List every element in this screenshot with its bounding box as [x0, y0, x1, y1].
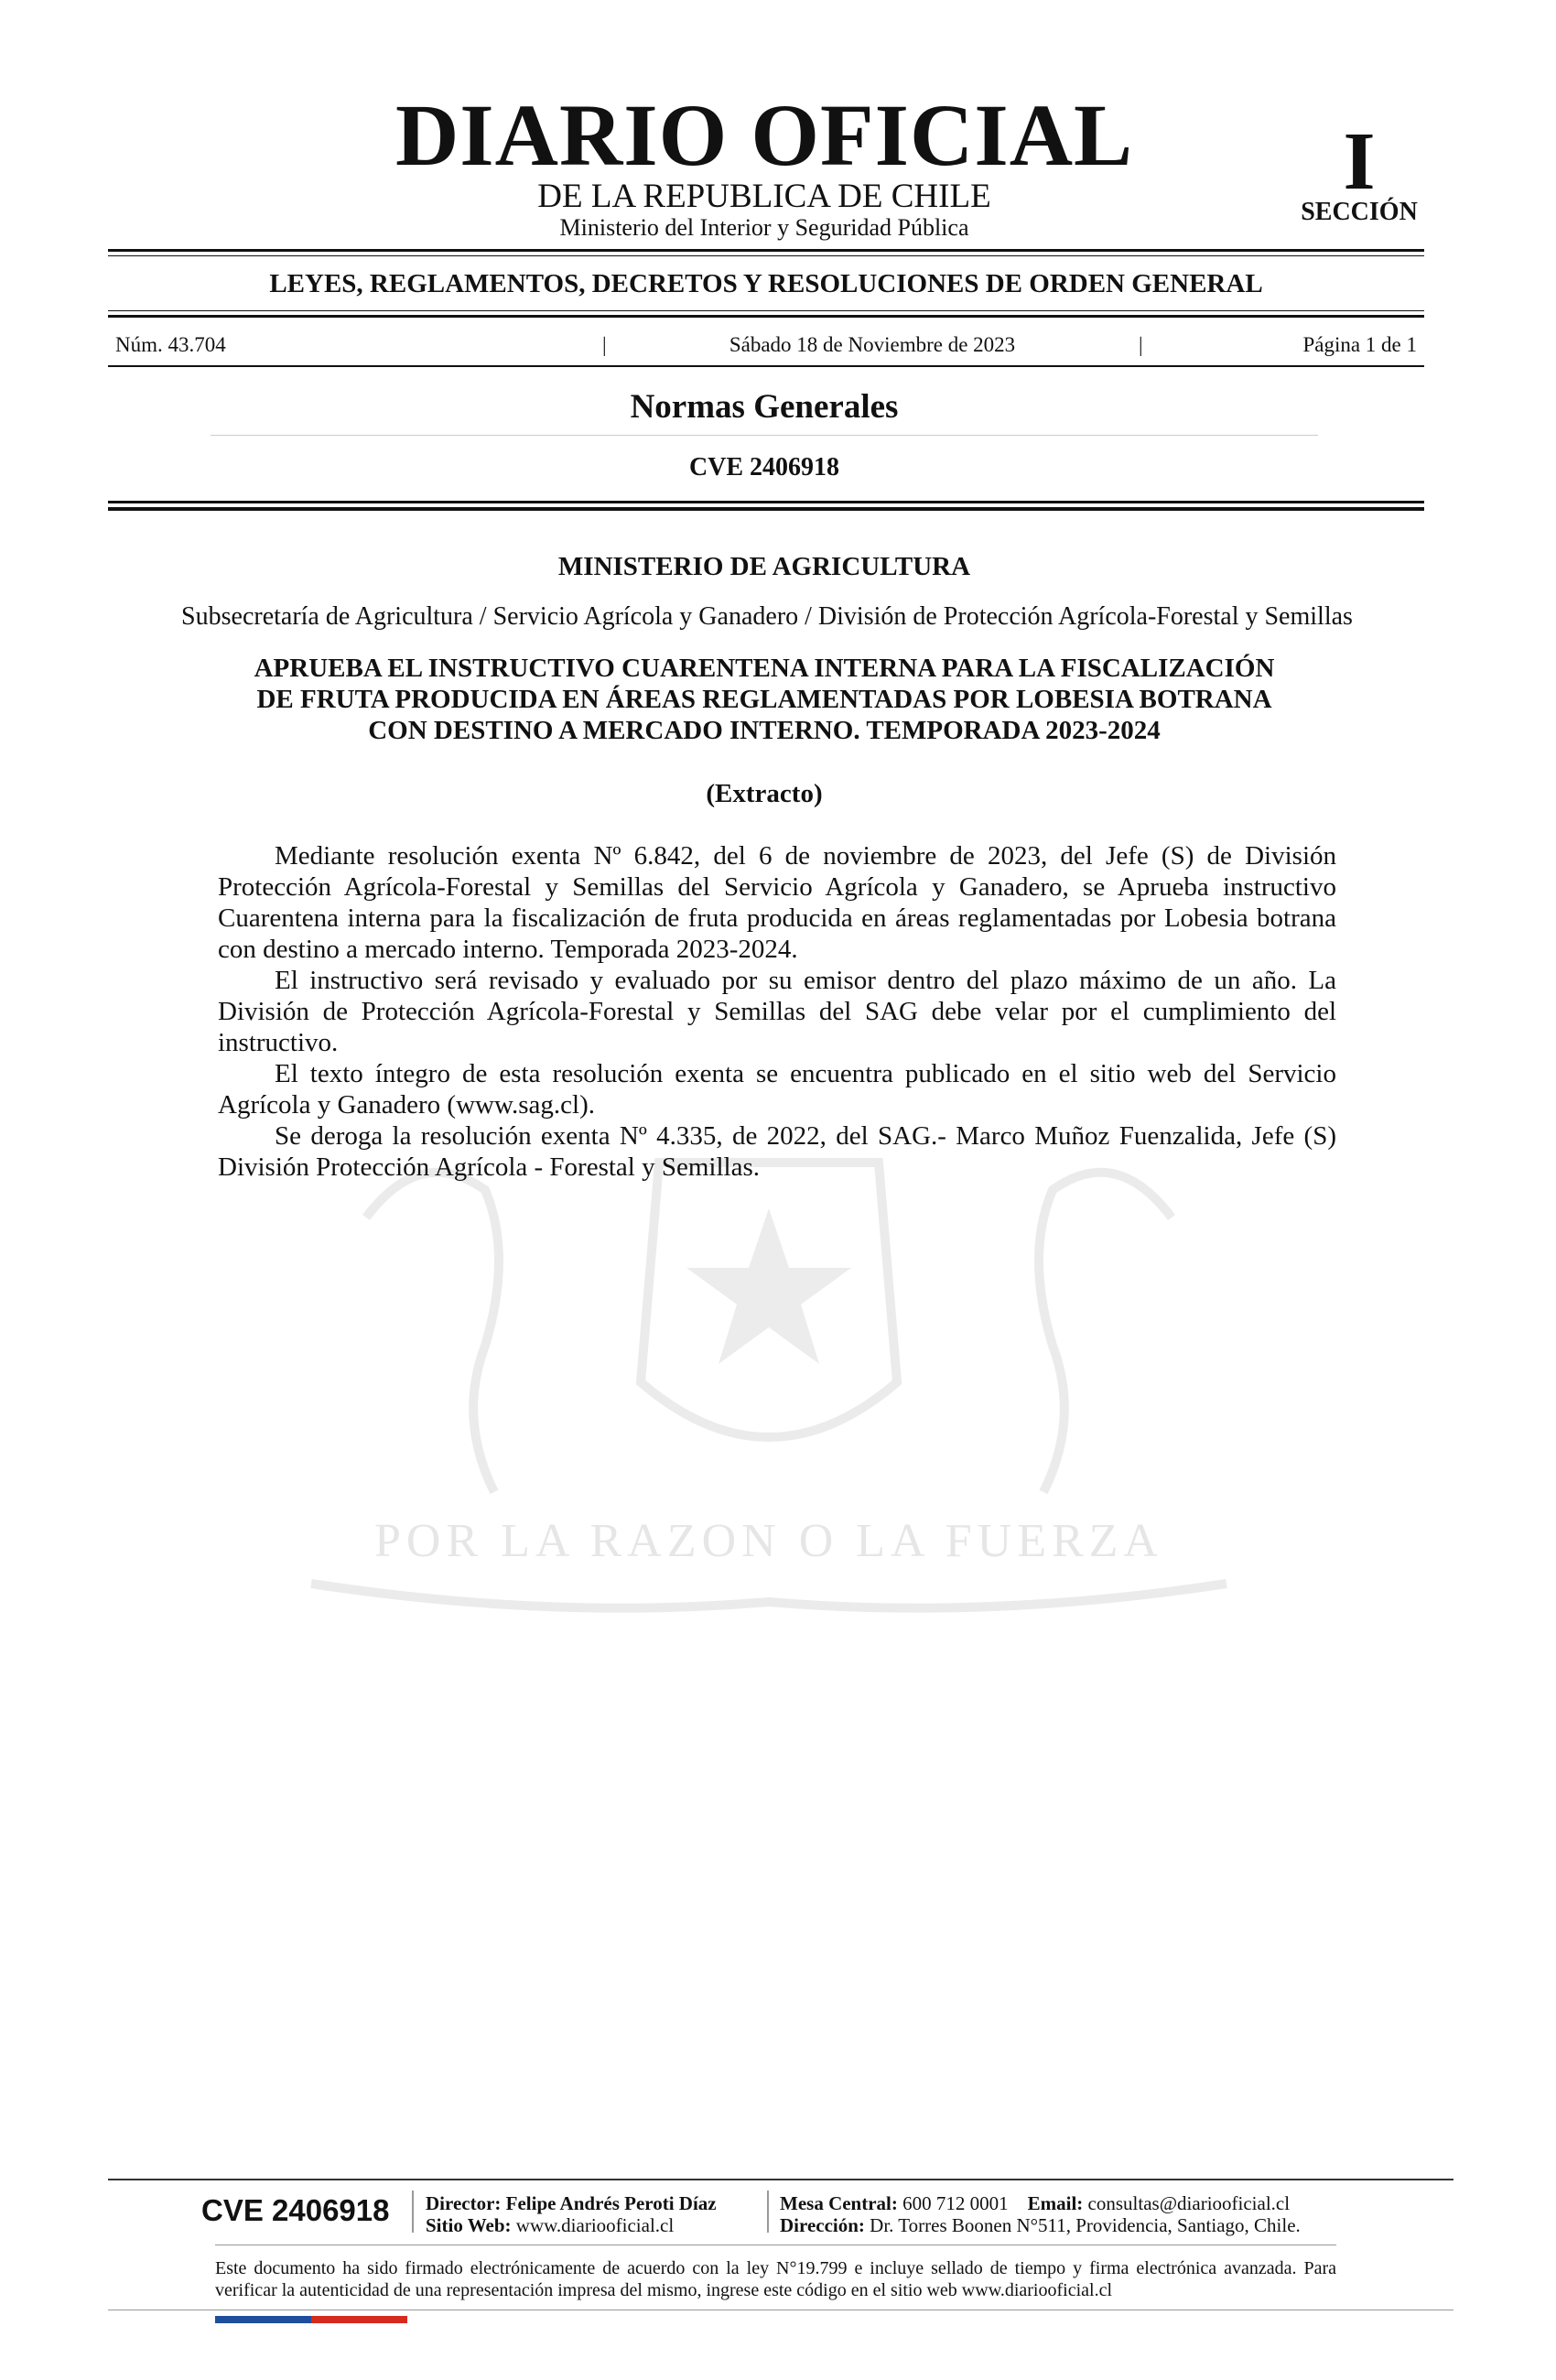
website-link[interactable]: www.diariooficial.cl	[515, 2214, 675, 2236]
phone-number: 600 712 0001	[902, 2192, 1009, 2214]
footer-website	[426, 2214, 674, 2236]
huemul-outline	[366, 1173, 499, 1492]
star-shape	[686, 1208, 851, 1364]
legal-notice: Este documento ha sido firmado electrónicamente de acuerdo con la ley N°19.799 e incluye sellado de tiempo y firma electrónica avanzada. Para verificar la autenticidad de una representación impresa del mismo, ingrese este código en el sitio web www.diariooficial.cl	[215, 2258, 1336, 2300]
divider	[108, 310, 1424, 311]
cve-code: CVE 2406918	[688, 453, 840, 481]
resolution-title	[197, 653, 1332, 746]
laws-banner: LEYES, REGLAMENTOS, DECRETOS Y RESOLUCIONES DE ORDEN GENERAL	[269, 269, 1263, 298]
separator: |	[1139, 333, 1143, 356]
address-text: Dr. Torres Boonen N°511, Providencia, Santiago, Chile.	[870, 2214, 1301, 2236]
divider	[108, 249, 1424, 252]
issue-date: Sábado 18 de Noviembre de 2023	[729, 333, 1016, 356]
extract-label: (Extracto)	[706, 779, 823, 808]
flag-blue-segment	[215, 2316, 311, 2323]
ministry-heading: MINISTERIO DE AGRICULTURA	[557, 552, 971, 581]
divider	[211, 435, 1318, 436]
director-name: Felipe Andrés Peroti Díaz	[505, 2192, 717, 2214]
body-paragraph: El texto íntegro de esta resolución exenta se encuentra publicado en el sitio web del Servicio Agrícola y Ganadero (www.sag.cl).	[218, 1059, 1336, 1120]
body-paragraph: Mediante resolución exenta Nº 6.842, del 6 de noviembre de 2023, del Jefe (S) de División Protección Agrícola-Forestal y Semillas del Servicio Agrícola y Ganadero, se Aprueba instructivo Cuarentena interna para la fiscalización de fruta producida en áreas reglamentadas por Lobesia botrana con destino a mercado interno. Temporada 2023-2024.	[218, 841, 1336, 964]
email-label: Email:	[1027, 2192, 1084, 2214]
separator: |	[602, 333, 607, 356]
resolution-title-line: APRUEBA EL INSTRUCTIVO CUARENTENA INTERNA PARA LA FISCALIZACIÓN	[254, 654, 1275, 683]
coat-of-arms-watermark	[183, 1108, 1355, 1693]
footer-address	[780, 2214, 1301, 2236]
resolution-title-line: CON DESTINO A MERCADO INTERNO. TEMPORADA 2023-2024	[368, 716, 1161, 745]
category-heading: Normas Generales	[630, 388, 899, 426]
address-label: Dirección:	[780, 2214, 865, 2236]
divider	[108, 255, 1424, 256]
divider	[108, 507, 1424, 511]
issue-number: Núm. 43.704	[115, 333, 226, 356]
resolution-title-line: DE FRUTA PRODUCIDA EN ÁREAS REGLAMENTADAS POR LOBESIA BOTRANA	[256, 685, 1272, 714]
divider	[108, 315, 1424, 318]
email-link[interactable]: consultas@diariooficial.cl	[1087, 2192, 1291, 2214]
divider	[108, 365, 1424, 367]
vertical-separator	[412, 2191, 414, 2233]
footer-cve-code: CVE 2406918	[201, 2193, 390, 2227]
condor-outline	[1039, 1173, 1172, 1492]
body-paragraph: El instructivo será revisado y evaluado por su emisor dentro del plazo máximo de un año. La División de Protección Agrícola-Forestal y Semillas del SAG debe velar por el cumplimiento del instructivo.	[218, 966, 1336, 1057]
flag-color-bar	[215, 2316, 407, 2323]
website-label: Sitio Web:	[426, 2214, 512, 2236]
body-text	[218, 840, 1336, 1183]
section-number: I	[1343, 116, 1376, 207]
body-paragraph: Se deroga la resolución exenta Nº 4.335, de 2022, del SAG.- Marco Muñoz Fuenzalida, Jefe (S) División Protección Agrícola - Forestal y Semillas.	[218, 1121, 1336, 1182]
director-label: Director:	[426, 2192, 502, 2214]
section-label: SECCIÓN	[1301, 198, 1418, 226]
issue-info-line	[108, 331, 1424, 359]
footer-director	[426, 2192, 717, 2214]
page-indicator: Página 1 de 1	[1302, 333, 1417, 356]
newspaper-subtitle: DE LA REPUBLICA DE CHILE	[537, 178, 991, 215]
footer-contact	[780, 2192, 1290, 2214]
footer-divider	[108, 2179, 1453, 2180]
flag-red-segment	[311, 2316, 407, 2323]
motto-text: POR LA RAZON O LA FUERZA	[374, 1515, 1163, 1567]
publisher-ministry: Ministerio del Interior y Seguridad Pública	[559, 214, 969, 241]
newspaper-title: DIARIO OFICIAL	[394, 86, 1134, 184]
divider	[108, 501, 1424, 503]
ribbon-outline	[311, 1584, 1226, 1608]
phone-label: Mesa Central:	[780, 2192, 898, 2214]
vertical-separator	[767, 2191, 769, 2233]
subsecretaria-line: Subsecretaría de Agricultura / Servicio Agrícola y Ganadero / División de Protección Agrícola-Forestal y Semillas	[181, 602, 1353, 631]
